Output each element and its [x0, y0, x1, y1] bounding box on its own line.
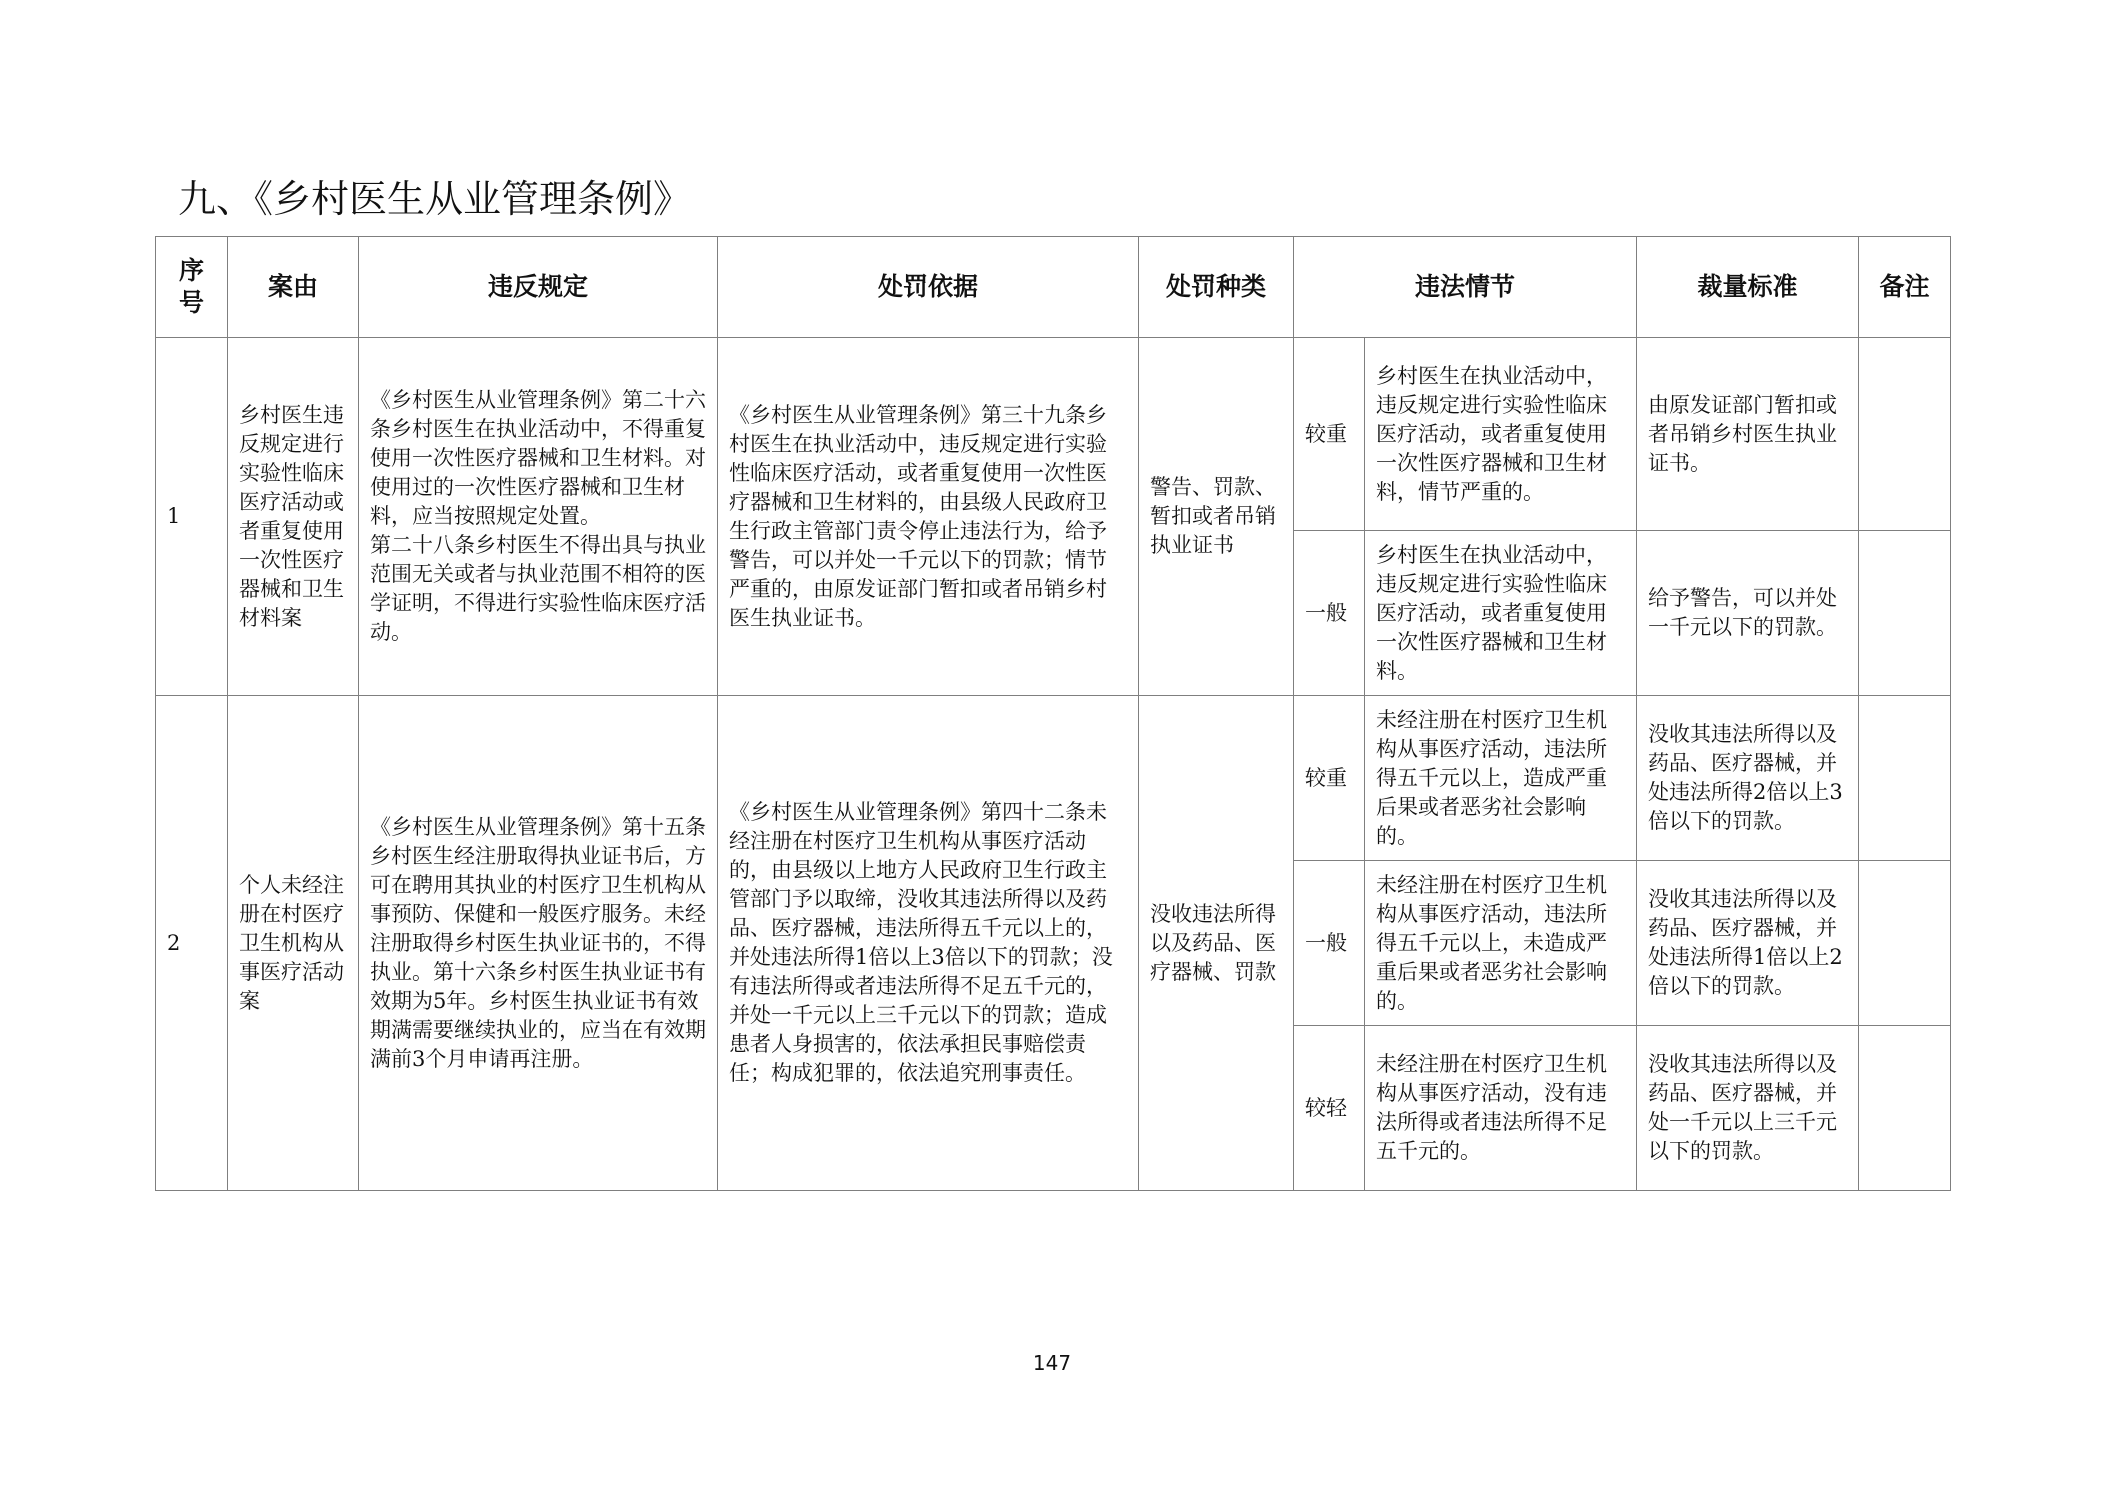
row-penalty-type: 没收违法所得以及药品、医疗器械、罚款: [1139, 696, 1294, 1191]
header-standard-label: 裁量标准: [1697, 272, 1798, 301]
page-title: 九、《乡村医生从业管理条例》: [178, 177, 692, 221]
row-standard: 没收其违法所得以及药品、医疗器械，并处违法所得1倍以上2倍以下的罚款。: [1637, 861, 1859, 1026]
row-seq: 2: [156, 696, 228, 1191]
row-cause: 个人未经注册在村医疗卫生机构从事医疗活动案: [228, 696, 359, 1191]
row-level: 一般: [1294, 861, 1365, 1026]
row-level: 较重: [1294, 338, 1365, 531]
table-row: [156, 338, 1951, 531]
row-circumstance: 乡村医生在执业活动中，违反规定进行实验性临床医疗活动，或者重复使用一次性医疗器械和卫生材料，情节严重的。: [1365, 338, 1637, 531]
header-circumstance: [1294, 237, 1637, 338]
row-circumstance: 未经注册在村医疗卫生机构从事医疗活动，违法所得五千元以上，未造成严重后果或者恶劣社会影响的。: [1365, 861, 1637, 1026]
row-circumstance: 乡村医生在执业活动中，违反规定进行实验性临床医疗活动，或者重复使用一次性医疗器械和卫生材料。: [1365, 531, 1637, 696]
page-number: 147: [1032, 1351, 1072, 1375]
row-penalty-type: 警告、罚款、暂扣或者吊销执业证书: [1139, 338, 1294, 696]
header-penalty-type-label: 处罚种类: [1165, 272, 1266, 301]
header-seq-label: 序号: [178, 256, 204, 317]
header-cause-label: 案由: [267, 272, 318, 301]
row-circumstance: 未经注册在村医疗卫生机构从事医疗活动，没有违法所得或者违法所得不足五千元的。: [1365, 1026, 1637, 1191]
header-remarks: [1859, 237, 1951, 338]
row-basis: 《乡村医生从业管理条例》第四十二条未经注册在村医疗卫生机构从事医疗活动的，由县级以上地方人民政府卫生行政主管部门予以取缔，没收其违法所得以及药品、医疗器械，违法所得五千元以上的，并处违法所得1倍以上3倍以下的罚款；没有违法所得或者违法所得不足五千元的，并处一千元以上三千元以下的罚款；造成患者人身损害的，依法承担民事赔偿责任；构成犯罪的，依法追究刑事责任。: [718, 696, 1139, 1191]
header-violation: [359, 237, 718, 338]
row-violation: 《乡村医生从业管理条例》第二十六条乡村医生在执业活动中，不得重复使用一次性医疗器械和卫生材料。对使用过的一次性医疗器械和卫生材料，应当按照规定处置。 第二十八条乡村医生不得出具与执业范围无关或者与执业范围不相符的医学证明，不得进行实验性临床医疗活动。: [359, 338, 718, 696]
row-cause: 乡村医生违反规定进行实验性临床医疗活动或者重复使用一次性医疗器械和卫生材料案: [228, 338, 359, 696]
header-seq: [156, 237, 228, 338]
row-basis: 《乡村医生从业管理条例》第三十九条乡村医生在执业活动中，违反规定进行实验性临床医疗活动，或者重复使用一次性医疗器械和卫生材料的，由县级人民政府卫生行政主管部门责令停止违法行为，给予警告，可以并处一千元以下的罚款；情节严重的，由原发证部门暂扣或者吊销乡村医生执业证书。: [718, 338, 1139, 696]
penalty-table: [155, 236, 1951, 1191]
header-standard: [1637, 237, 1859, 338]
header-cause: [228, 237, 359, 338]
header-basis-label: 处罚依据: [877, 272, 978, 301]
row-level: 较重: [1294, 696, 1365, 861]
row-seq: 1: [156, 338, 228, 696]
table-row: [156, 696, 1951, 861]
header-penalty-type: [1139, 237, 1294, 338]
row-remarks: [1859, 861, 1951, 1026]
header-basis: [718, 237, 1139, 338]
row-remarks: [1859, 531, 1951, 696]
row-remarks: [1859, 338, 1951, 531]
row-standard: 给予警告，可以并处一千元以下的罚款。: [1637, 531, 1859, 696]
row-circumstance: 未经注册在村医疗卫生机构从事医疗活动，违法所得五千元以上，造成严重后果或者恶劣社会影响的。: [1365, 696, 1637, 861]
row-remarks: [1859, 696, 1951, 861]
row-violation: 《乡村医生从业管理条例》第十五条乡村医生经注册取得执业证书后，方可在聘用其执业的村医疗卫生机构从事预防、保健和一般医疗服务。未经注册取得乡村医生执业证书的，不得执业。第十六条乡村医生执业证书有效期为5年。乡村医生执业证书有效期满需要继续执业的，应当在有效期满前3个月申请再注册。: [359, 696, 718, 1191]
row-standard: 没收其违法所得以及药品、医疗器械，并处违法所得2倍以上3倍以下的罚款。: [1637, 696, 1859, 861]
row-level: 较轻: [1294, 1026, 1365, 1191]
table-header-row: [156, 237, 1951, 338]
row-standard: 由原发证部门暂扣或者吊销乡村医生执业证书。: [1637, 338, 1859, 531]
header-violation-label: 违反规定: [487, 272, 588, 301]
header-remarks-label: 备注: [1879, 272, 1930, 301]
row-level: 一般: [1294, 531, 1365, 696]
row-standard: 没收其违法所得以及药品、医疗器械，并处一千元以上三千元以下的罚款。: [1637, 1026, 1859, 1191]
row-remarks: [1859, 1026, 1951, 1191]
header-circumstance-label: 违法情节: [1415, 272, 1516, 301]
